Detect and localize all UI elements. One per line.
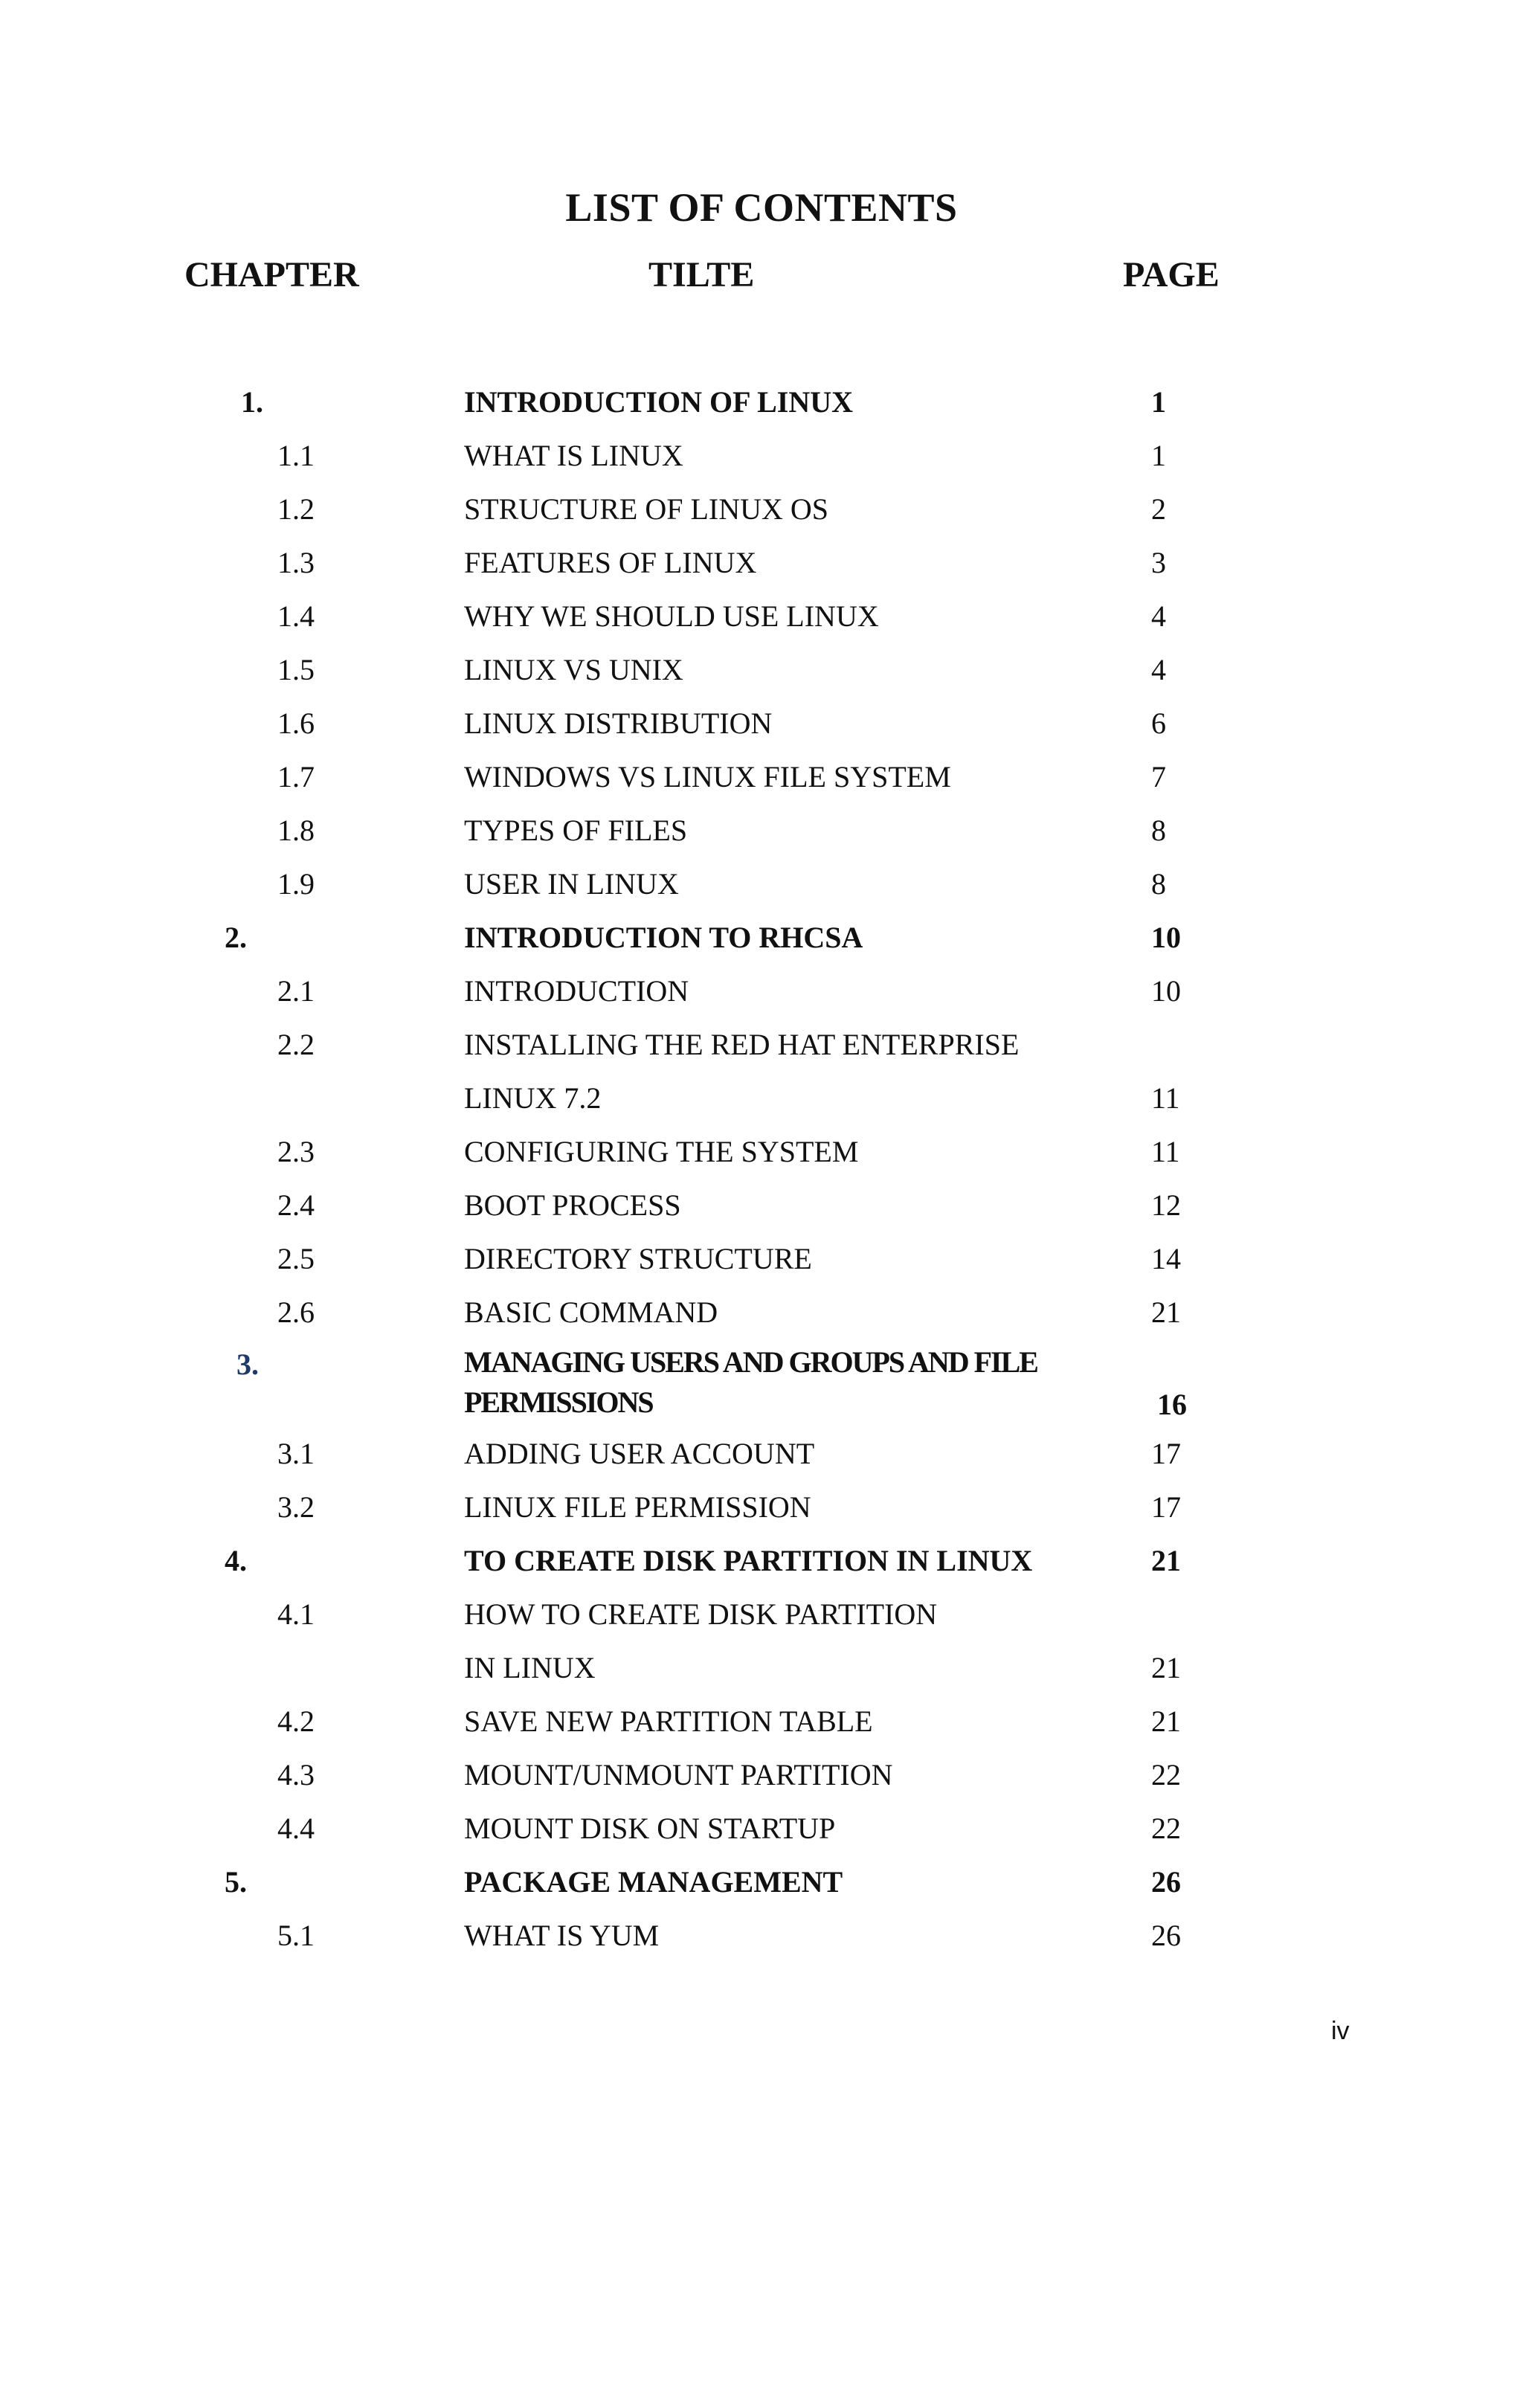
entry-number: 2.5 xyxy=(277,1242,315,1275)
entry-number: 1. xyxy=(241,385,263,419)
contents-row xyxy=(0,1286,1523,1339)
entry-page: 1 xyxy=(1151,439,1166,472)
entry-page: 17 xyxy=(1151,1437,1181,1470)
entry-page: 21 xyxy=(1151,1544,1181,1577)
entry-title: WINDOWS VS LINUX FILE SYSTEM xyxy=(464,760,951,793)
entry-number: 4.3 xyxy=(277,1758,315,1791)
entry-number: 2.3 xyxy=(277,1135,315,1168)
entry-title: MANAGING USERS AND GROUPS AND FILE PERMISSIONS xyxy=(464,1345,1037,1419)
contents-row xyxy=(0,1018,1523,1072)
entry-title: FEATURES OF LINUX xyxy=(464,546,757,579)
entry-page: 10 xyxy=(1151,974,1181,1008)
contents-row xyxy=(0,1802,1523,1855)
contents-row xyxy=(0,1427,1523,1481)
entry-page: 2 xyxy=(1151,492,1166,526)
entry-number: 1.3 xyxy=(277,546,315,579)
contents-row xyxy=(0,804,1523,857)
contents-row xyxy=(0,1695,1523,1748)
contents-row xyxy=(0,1481,1523,1534)
chapter-heading-row xyxy=(0,911,1523,965)
entry-title: DIRECTORY STRUCTURE xyxy=(464,1242,812,1275)
entry-number: 1.9 xyxy=(277,867,315,901)
entry-number: 2.1 xyxy=(277,974,315,1008)
entry-number: 4.4 xyxy=(277,1812,315,1845)
contents-row xyxy=(0,643,1523,697)
entry-title: SAVE NEW PARTITION TABLE xyxy=(464,1704,873,1738)
contents-row xyxy=(0,857,1523,911)
entry-title: LINUX FILE PERMISSION xyxy=(464,1490,811,1524)
entry-number: 1.4 xyxy=(277,599,315,633)
entry-title: LINUX DISTRIBUTION xyxy=(464,706,773,740)
entry-title: TO CREATE DISK PARTITION IN LINUX xyxy=(464,1544,1033,1577)
entry-page: 21 xyxy=(1151,1295,1181,1329)
entry-page: 6 xyxy=(1151,706,1166,740)
entry-page: 7 xyxy=(1151,760,1166,793)
entry-page: 8 xyxy=(1151,814,1166,847)
entry-page: 11 xyxy=(1151,1081,1180,1115)
entry-title: MOUNT/UNMOUNT PARTITION xyxy=(464,1758,893,1791)
entry-title: BASIC COMMAND xyxy=(464,1295,718,1329)
entry-title: ADDING USER ACCOUNT xyxy=(464,1437,815,1470)
entry-title: WHAT IS LINUX xyxy=(464,439,683,472)
entry-title: INTRODUCTION xyxy=(464,974,689,1008)
entry-page: 26 xyxy=(1151,1919,1181,1952)
contents-row xyxy=(0,590,1523,643)
entry-title: INTRODUCTION OF LINUX xyxy=(464,385,854,419)
entry-page: 3 xyxy=(1151,546,1166,579)
contents-row xyxy=(0,1641,1523,1695)
entry-page: 21 xyxy=(1151,1651,1181,1684)
contents-row xyxy=(0,750,1523,804)
entry-number: 1.6 xyxy=(277,706,315,740)
entry-number: 5. xyxy=(225,1865,247,1899)
entry-number: 3.1 xyxy=(277,1437,315,1470)
entry-title: TYPES OF FILES xyxy=(464,814,688,847)
entry-number: 3. xyxy=(236,1348,259,1381)
entry-number: 4.2 xyxy=(277,1704,315,1738)
entry-page: 12 xyxy=(1151,1188,1181,1222)
entry-page: 1 xyxy=(1151,385,1166,419)
entry-page: 10 xyxy=(1151,921,1181,954)
chapter-heading-row xyxy=(0,1339,1523,1427)
entry-title: WHY WE SHOULD USE LINUX xyxy=(464,599,879,633)
chapter-heading-row xyxy=(0,376,1523,429)
entry-page: 8 xyxy=(1151,867,1166,901)
contents-row xyxy=(0,1232,1523,1286)
entry-number: 2. xyxy=(225,921,247,954)
column-header-title: TILTE xyxy=(648,255,755,294)
entry-title: LINUX VS UNIX xyxy=(464,653,683,686)
contents-row xyxy=(0,1748,1523,1802)
entry-title: INTRODUCTION TO RHCSA xyxy=(464,921,863,954)
entry-page: 14 xyxy=(1151,1242,1181,1275)
contents-row xyxy=(0,1909,1523,1963)
entry-title: IN LINUX xyxy=(464,1651,596,1684)
contents-row xyxy=(0,536,1523,590)
entry-title: BOOT PROCESS xyxy=(464,1188,681,1222)
page-title: LIST OF CONTENTS xyxy=(565,185,958,230)
entry-number: 4.1 xyxy=(277,1597,315,1631)
entry-title: WHAT IS YUM xyxy=(464,1919,660,1952)
contents-row xyxy=(0,429,1523,483)
contents-list xyxy=(0,376,1523,1963)
entry-number: 2.4 xyxy=(277,1188,315,1222)
entry-title: PACKAGE MANAGEMENT xyxy=(464,1865,843,1899)
entry-page: 22 xyxy=(1151,1812,1181,1845)
chapter-heading-row xyxy=(0,1855,1523,1909)
entry-title: STRUCTURE OF LINUX OS xyxy=(464,492,829,526)
entry-title: LINUX 7.2 xyxy=(464,1081,602,1115)
entry-page: 17 xyxy=(1151,1490,1181,1524)
entry-number: 2.2 xyxy=(277,1028,315,1061)
entry-number: 1.2 xyxy=(277,492,315,526)
entry-title: HOW TO CREATE DISK PARTITION xyxy=(464,1597,938,1631)
entry-number: 1.8 xyxy=(277,814,315,847)
entry-number: 3.2 xyxy=(277,1490,315,1524)
entry-page: 4 xyxy=(1151,599,1166,633)
contents-row xyxy=(0,965,1523,1018)
page-number: iv xyxy=(1331,2017,1350,2045)
entry-page: 21 xyxy=(1151,1704,1181,1738)
entry-page: 16 xyxy=(1157,1388,1187,1421)
entry-page: 4 xyxy=(1151,653,1166,686)
column-header-chapter: CHAPTER xyxy=(184,255,359,294)
entry-number: 4. xyxy=(225,1544,247,1577)
contents-row xyxy=(0,483,1523,536)
entry-page: 22 xyxy=(1151,1758,1181,1791)
entry-page: 26 xyxy=(1151,1865,1181,1899)
contents-row xyxy=(0,697,1523,750)
entry-title: INSTALLING THE RED HAT ENTERPRISE xyxy=(464,1028,1020,1061)
entry-page: 11 xyxy=(1151,1135,1180,1168)
entry-number: 5.1 xyxy=(277,1919,315,1952)
chapter-heading-row xyxy=(0,1534,1523,1588)
contents-row xyxy=(0,1588,1523,1641)
entry-number: 1.5 xyxy=(277,653,315,686)
column-header-page: PAGE xyxy=(1123,254,1523,2408)
entry-number: 1.7 xyxy=(277,760,315,793)
entry-title: MOUNT DISK ON STARTUP xyxy=(464,1812,836,1845)
entry-number: 1.1 xyxy=(277,439,315,472)
contents-row xyxy=(0,1125,1523,1179)
contents-row xyxy=(0,1179,1523,1232)
entry-title: USER IN LINUX xyxy=(464,867,679,901)
entry-title: CONFIGURING THE SYSTEM xyxy=(464,1135,859,1168)
entry-number: 2.6 xyxy=(277,1295,315,1329)
contents-row xyxy=(0,1072,1523,1125)
